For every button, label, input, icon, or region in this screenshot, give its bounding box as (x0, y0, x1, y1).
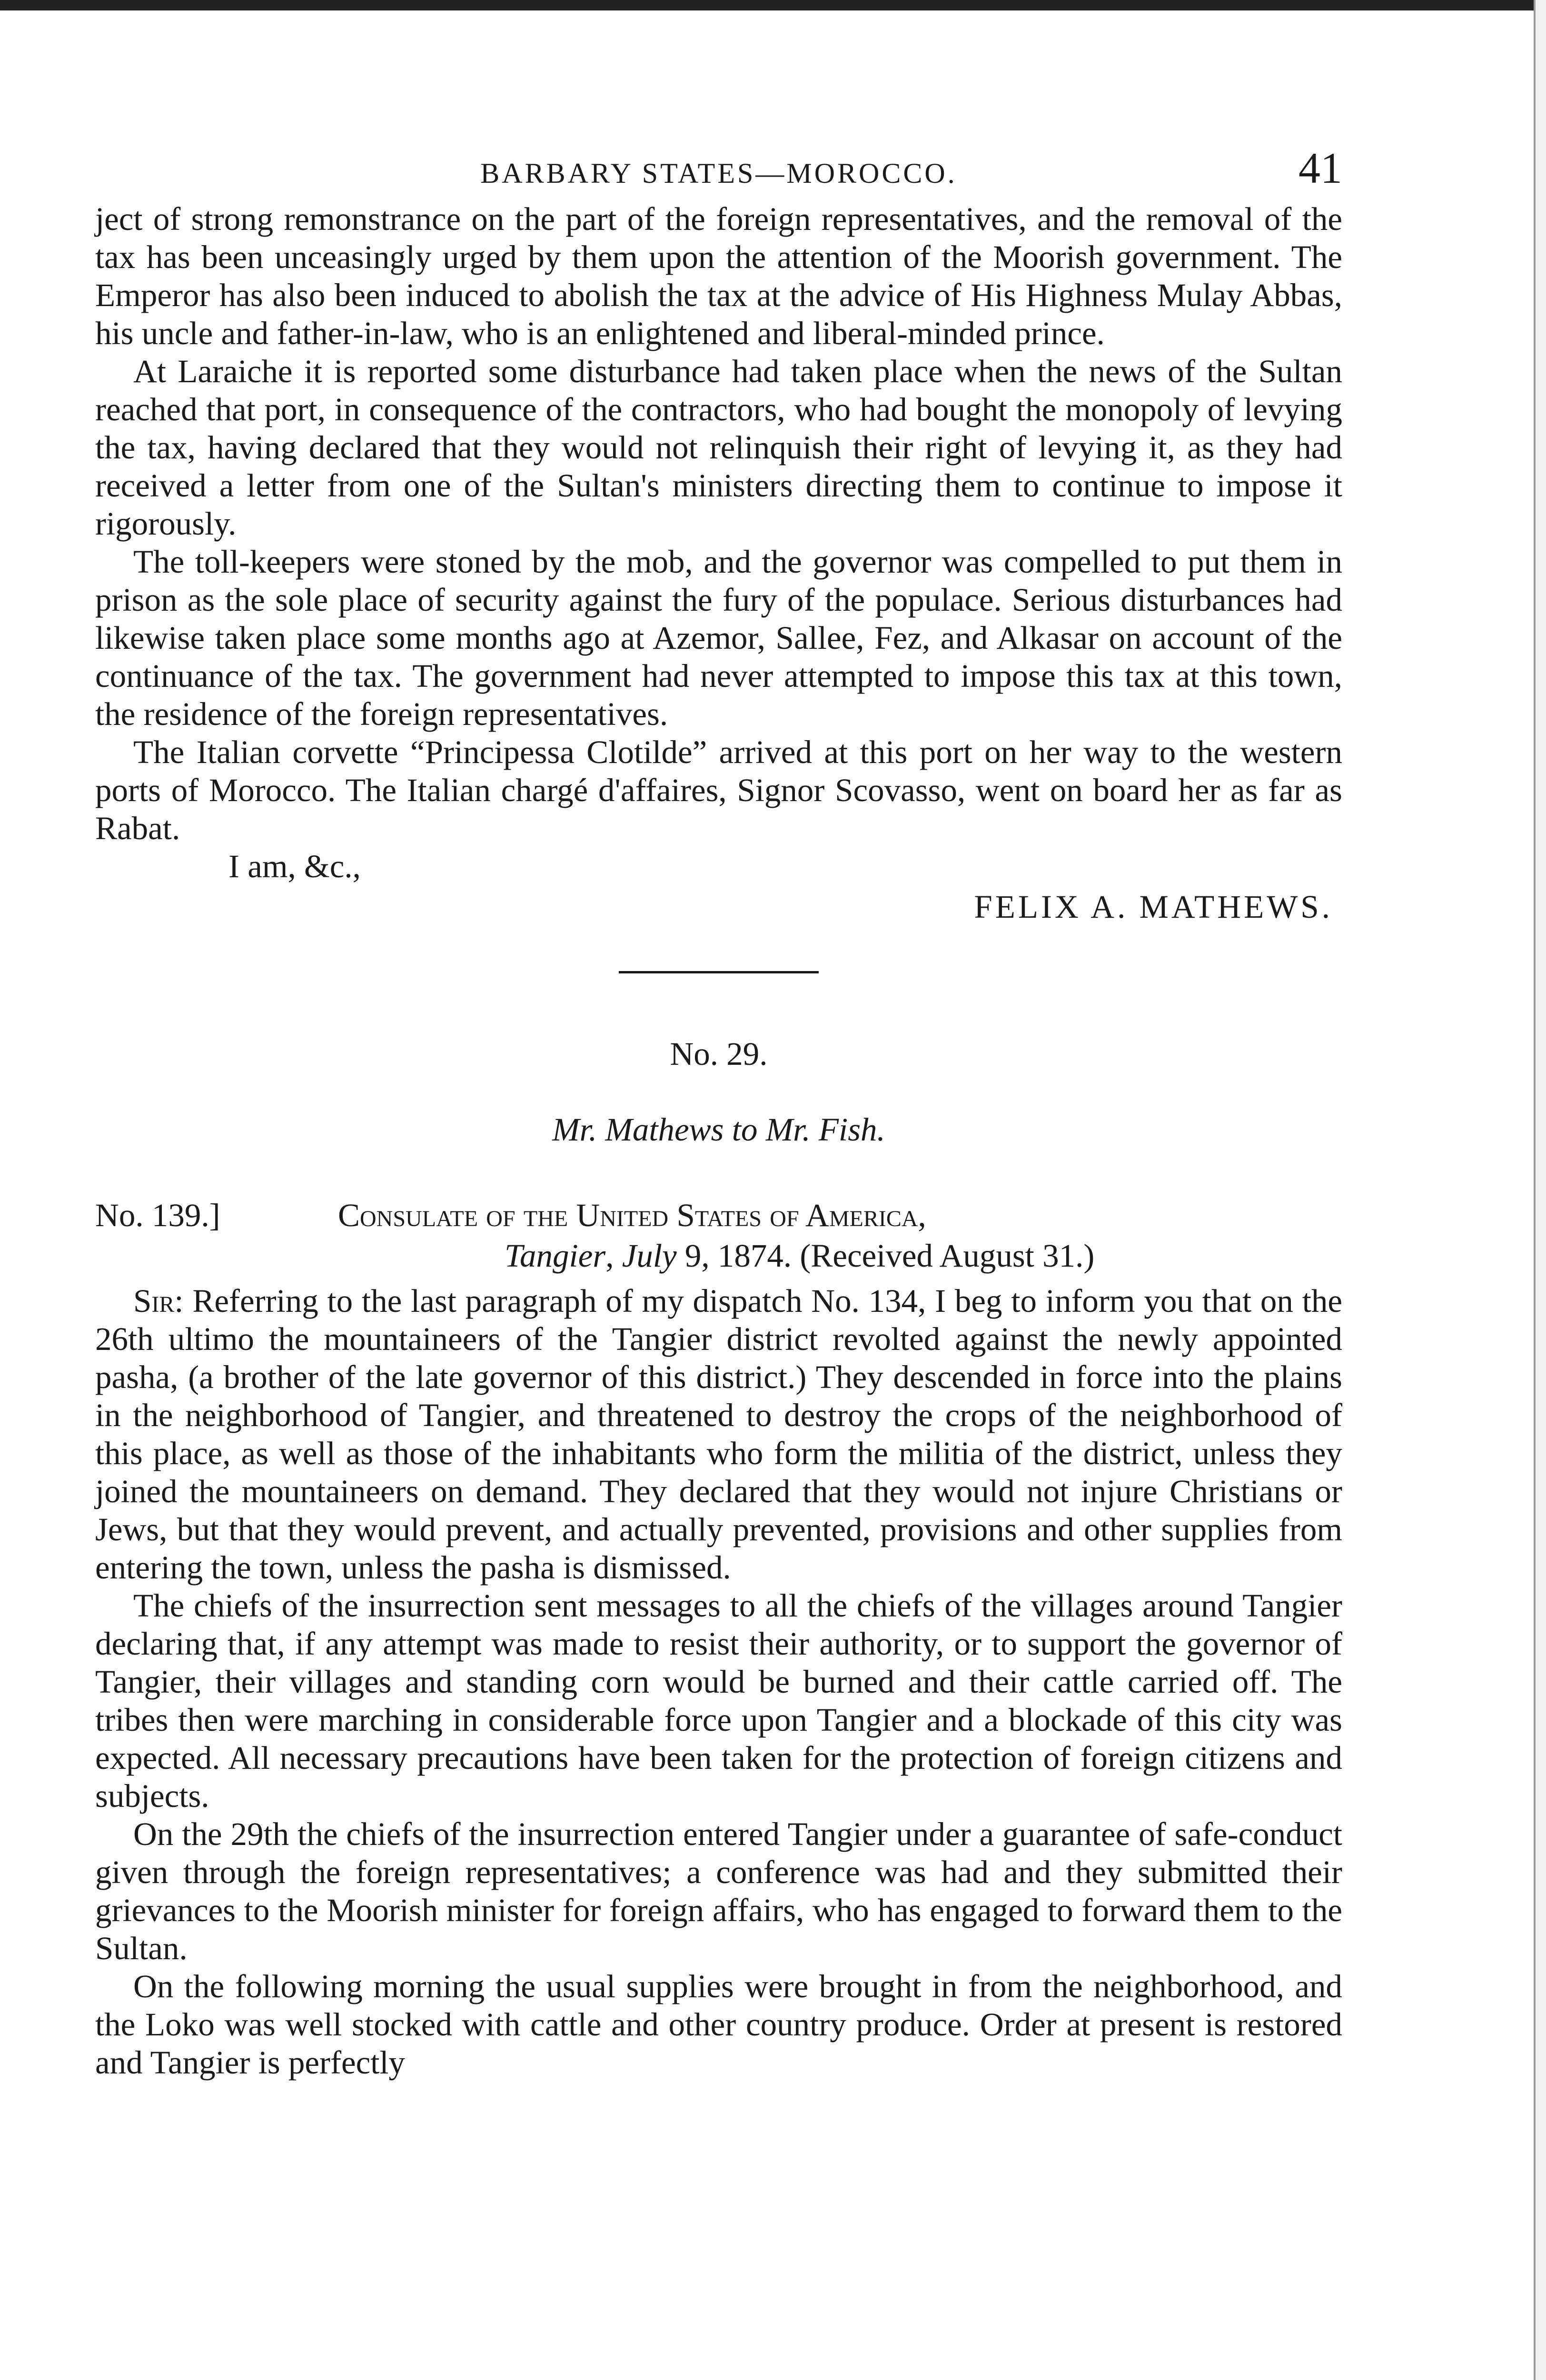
document-page (95, 143, 1342, 2082)
scan-page-edge (1534, 0, 1546, 2380)
dateline-month: July (622, 1238, 677, 1274)
scan-top-border (0, 0, 1546, 10)
consulate-name: Consulate of the United States of America, (338, 1197, 926, 1233)
dispatch-heading (95, 1196, 1342, 1282)
paragraph: On the 29th the chiefs of the insurrection entered Tangier under a guarantee of safe-conduct given through the foreign representatives; a conference was had and they submitted their grievances to the Moorish minister for foreign affairs, who has engaged to forward them to the Sultan. (95, 1816, 1342, 1966)
document-title: Mr. Mathews to Mr. Fish. (552, 1111, 885, 1148)
paragraph: The Italian corvette “Principessa Clotilde” arrived at this port on her way to the western ports of Morocco. The Italian chargé d'affaires, Signor Scovasso, went on board her as far as Rabat. (95, 734, 1342, 846)
dispatch-dateline: Tangier, July 9, 1874. (Received August 31.) (505, 1238, 1095, 1274)
dispatch-number: No. 139.] (95, 1197, 220, 1233)
dateline-place: Tangier (505, 1238, 606, 1274)
paragraph (95, 1282, 1342, 1587)
paragraph-text: Referring to the last paragraph of my dispatch No. 134, I beg to inform you that on the 26th ultimo the mountaineers of the Tangier district revolted against the newly appointed pasha, (a brother of the late governor of this district.) They descended in force into the plains in the neighborhood of Tangier, and threatened to destroy the crops of the neighborhood of this place, as well as those of the inhabitants who form the militia of the district, unless they joined the mountaineers on demand. They declared that they would not injure Christians or Jews, but that they would prevent, and actually prevented, provisions and other supplies from entering the town, unless the pasha is dismissed. (95, 1283, 1343, 1586)
dateline-rest: 9, 1874. (Received August 31.) (684, 1238, 1095, 1274)
paragraph: At Laraiche it is reported some disturbance had taken place when the news of the Sultan reached that port, in consequence of the contractors, who had bought the monopoly of levying the tax, having declared that they would not relinquish their right of levying it, as they had received a letter from one of the Sultan's ministers directing them to continue to impose it rigorously. (95, 353, 1342, 542)
paragraph: The toll-keepers were stoned by the mob, and the governor was compelled to put them in prison as the sole place of security against the fury of the populace. Serious disturbances had likewise taken place some months ago at Azemor, Sallee, Fez, and Alkasar on account of the continuance of the tax. The government had never attempted to impose this tax at this town, the residence of the foreign representatives. (95, 544, 1342, 732)
closing: I am, &c., (228, 848, 361, 884)
signature: FELIX A. MATHEWS. (974, 889, 1333, 925)
paragraph: The chiefs of the insurrection sent messages to all the chiefs of the villages around Tangier declaring that, if any attempt was made to resist their authority, or to support the governor of Tangier, their villages and standing corn would be burned and their cattle carried off. The tribes then were marching in considerable force upon Tangier and a blockade of this city was expected. All necessary precautions have been taken for the protection of foreign citizens and subjects. (95, 1587, 1342, 1814)
letter-body-2 (95, 1282, 1342, 2082)
letter-body-1 (95, 200, 1342, 928)
page-number: 41 (1298, 144, 1342, 192)
salutation: Sir: (133, 1283, 184, 1319)
paragraph: On the following morning the usual supplies were brought in from the neighborhood, and the Loko was well stocked with cattle and other country produce. Order at present is restored and Tangier is perfectly (95, 1968, 1342, 2081)
running-head (95, 143, 1342, 200)
section-divider (619, 971, 819, 973)
running-title: BARBARY STATES—MOROCCO. (480, 158, 957, 189)
paragraph: ject of strong remonstrance on the part of the foreign representatives, and the removal of the tax has been unceasingly urged by them upon the attention of the Moorish government. The Emperor has also been induced to abolish the tax at the advice of His Highness Mulay Abbas, his uncle and father-in-law, who is an enlightened and liberal-minded prince. (95, 201, 1342, 351)
document-number: No. 29. (670, 1036, 768, 1072)
